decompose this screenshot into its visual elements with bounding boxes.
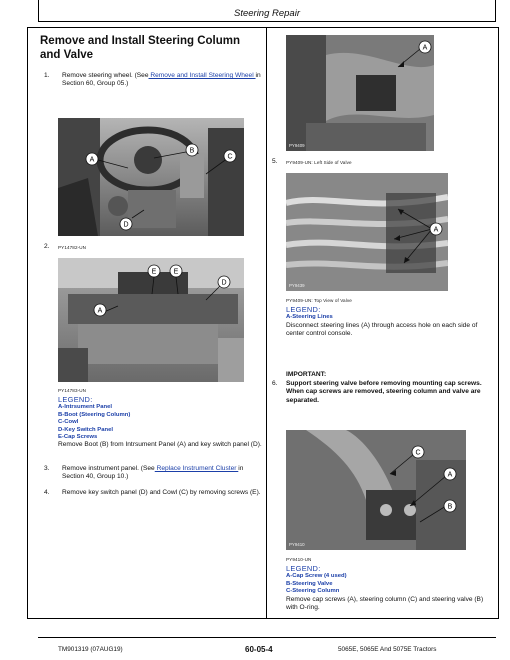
important-text: Support steering valve before removing mounting cap screws. When cap screws are removed, steering column and valve are separated. [286, 380, 482, 404]
legend1-description: Remove Boot (B) from Intrsument Panel (A) and key switch panel (D). [58, 441, 262, 448]
footer-page-number: 60-05-4 [245, 645, 273, 654]
step-number: 3. [44, 465, 50, 472]
photo-id: PY9410 [289, 542, 305, 547]
photo-id: PY9409 [289, 143, 305, 148]
photo-id: PY9439 [289, 283, 305, 288]
callout-a-label: A [433, 226, 439, 234]
legend1-item-b: B-Boot (Steering Column) [58, 411, 131, 418]
photo-steering-wheel-callouts [58, 118, 244, 236]
photo-caption: PY14782-UN [58, 245, 87, 250]
legend2-item-a: A-Steering Lines [286, 314, 333, 320]
step-text-after: in Section 40, Group 10.) [62, 465, 244, 481]
link-remove-install-steering-wheel[interactable]: Remove and Install Steering Wheel [148, 72, 256, 79]
legend3-caption: PY9410-UN [286, 557, 312, 562]
section-title: Remove and Install Steering Column and Valve [40, 35, 241, 61]
legend1-item-e: E-Cap Screws [58, 434, 98, 440]
callout-c-label: C [227, 153, 233, 161]
step-text-before: Remove instrument panel. (See [62, 465, 155, 472]
legend1-item-d: D-Key Switch Panel [58, 426, 113, 433]
legend3-item-b: B-Steering Valve [286, 580, 333, 587]
legend2-caption: PY9409-UN: Top View of Valve [286, 298, 352, 303]
callout-e-2-label: E [173, 268, 179, 276]
step-text [62, 72, 262, 89]
legend1-caption: PY14783-UN [58, 388, 87, 393]
column-divider [266, 27, 267, 619]
legend1-item-a: A-Intrsument Panel [58, 404, 113, 410]
photo-cap-screws-callouts [286, 430, 466, 550]
running-header: Steering Repair [233, 8, 300, 19]
legend2-title: LEGEND: [286, 305, 321, 314]
callout-d-label: D [221, 279, 227, 287]
link-replace-instrument-cluster[interactable]: Replace Instrument Cluster [154, 465, 239, 472]
legend1-item-c: C-Cowl [58, 419, 79, 425]
legend3-item-c: C-Steering Column [286, 588, 340, 594]
legend2-description: Disconnect steering lines (A) through access hole on each side of center control console. [286, 322, 478, 338]
important-label: IMPORTANT: [286, 371, 327, 378]
step-number: 2. [44, 243, 50, 250]
step-text: Remove key switch panel (D) and Cowl (C) by removing screws (E). [62, 489, 261, 496]
photo-caption: PY9409-UN: Left Side of Valve [286, 160, 352, 165]
step-text-before: Remove steering wheel. (See [62, 72, 149, 79]
step-number: 6. [272, 380, 278, 387]
step-number: 1. [44, 72, 50, 79]
footer-divider [38, 637, 496, 638]
step-text-after: in Section 60, Group 05.) [62, 72, 261, 88]
callout-a-label: A [422, 44, 428, 52]
callout-e-1-label: E [151, 268, 157, 276]
legend3-description: Remove cap screws (A), steering column (C) and steering valve (B) with O-ring. [286, 596, 484, 612]
legend1-title: LEGEND: [58, 395, 93, 404]
callout-a-label: A [89, 156, 95, 164]
callout-a-label: A [447, 471, 453, 479]
callout-a-label: A [97, 307, 103, 315]
step-number: 5. [272, 158, 278, 165]
callout-d-label: D [123, 221, 129, 229]
photo-left-side-valve-callouts [286, 35, 434, 151]
callout-b-label: B [447, 503, 453, 511]
step-number: 4. [44, 489, 50, 496]
photo-top-view-valve-callouts [286, 173, 448, 291]
header-divider [38, 21, 496, 22]
legend3-item-a: A-Cap Screw (4 used) [286, 573, 347, 579]
footer-doc-id: TM901319 (07AUG19) [58, 646, 123, 653]
step-text [62, 465, 264, 482]
callout-c-label: C [415, 449, 421, 457]
callout-b-label: B [189, 147, 195, 155]
footer-model-names: 5065E, 5065E And 5075E Tractors [338, 646, 437, 653]
legend3-title: LEGEND: [286, 564, 321, 573]
photo-instrument-panel-callouts [58, 258, 244, 382]
